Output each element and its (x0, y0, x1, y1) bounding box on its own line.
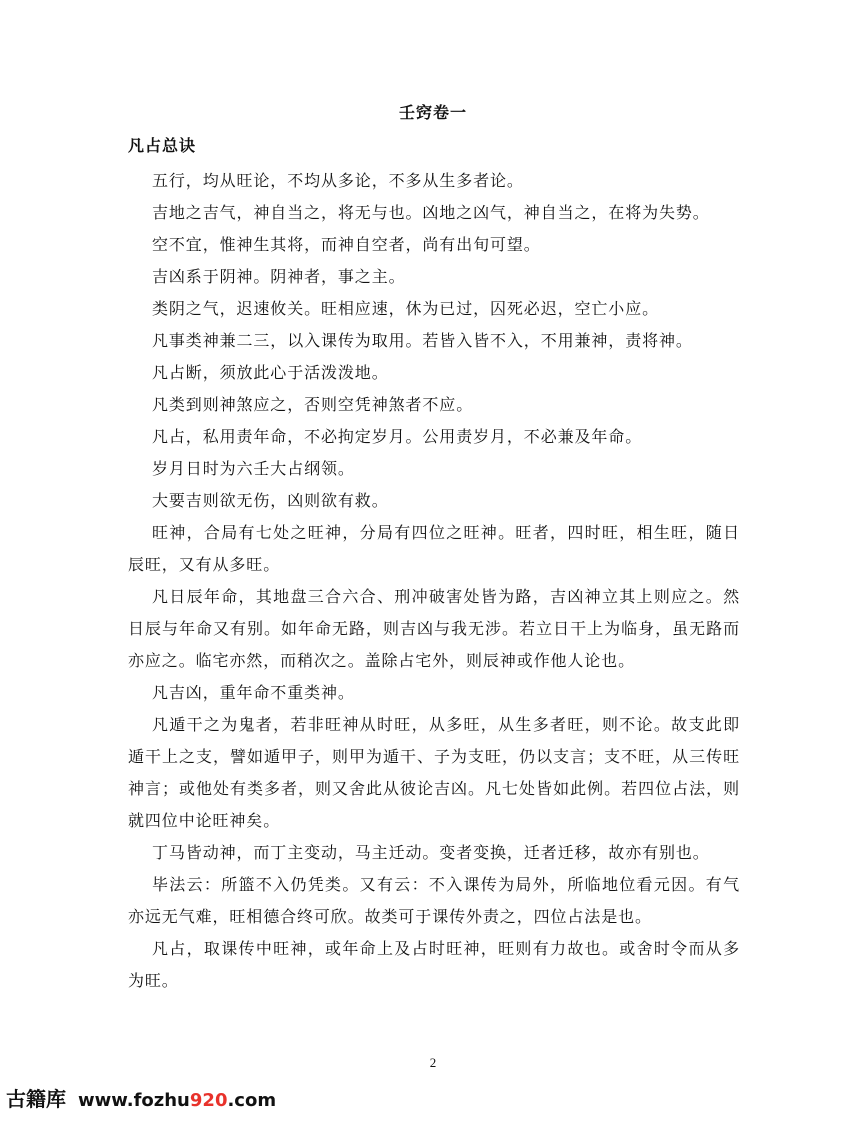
paragraph: 凡事类神兼二三，以入课传为取用。若皆入皆不入，不用兼神，责将神。 (152, 331, 693, 350)
watermark-url (78, 1090, 276, 1111)
paragraph: 毕法云：所篮不入仍凭类。又有云：不入课传为局外，所临地位看元因。有气亦远无气难，旺相德合终可欣。故类可于课传外责之，四位占法是也。 (128, 875, 740, 926)
watermark-logo-text: 古籍库 (6, 1087, 66, 1111)
paragraph: 凡遁干之为鬼者，若非旺神从时旺，从多旺，从生多者旺，则不论。故支此即遁干上之支，譬如遁甲子，则甲为遁干、子为支旺，仍以支言；支不旺，从三传旺神言；或他处有类多者，则又舍此从彼论吉凶。凡七处皆如此例。若四位占法，则就四位中论旺神矣。 (128, 715, 740, 830)
paragraph: 凡占，私用责年命，不必拘定岁月。公用责岁月，不必兼及年命。 (152, 427, 643, 446)
watermark-url-digits: 920 (189, 1090, 228, 1111)
paragraph: 大要吉则欲无伤，凶则欲有救。 (152, 491, 389, 510)
paragraph: 吉地之吉气，神自当之，将无与也。凶地之凶气，神自当之，在将为失势。 (152, 203, 710, 222)
paragraph: 凡日辰年命，其地盘三合六合、刑冲破害处皆为路，吉凶神立其上则应之。然日辰与年命又有别。如年命无路，则吉凶与我无涉。若立日干上为临身，虽无路而亦应之。临宅亦然，而稍次之。盖除占宅外，则辰神或作他人论也。 (128, 587, 740, 670)
watermark-url-suffix: .com (227, 1090, 277, 1111)
paragraph: 岁月日时为六壬大占纲领。 (152, 459, 355, 478)
watermark (6, 1083, 276, 1119)
section-title: 凡占总诀 (128, 136, 197, 155)
document-title: 壬窍卷一 (398, 103, 467, 122)
watermark-url-prefix: www.fozhu (78, 1090, 190, 1111)
paragraph: 凡类到则神煞应之，否则空凭神煞者不应。 (152, 395, 474, 414)
paragraph: 凡占断，须放此心于活泼泼地。 (152, 363, 389, 382)
paragraph: 类阴之气，迟速攸关。旺相应速，休为已过，囚死必迟，空亡小应。 (152, 299, 660, 318)
paragraph: 凡占，取课传中旺神，或年命上及占时旺神，旺则有力故也。或舍时令而从多为旺。 (128, 939, 740, 990)
paragraph: 丁马皆动神，而丁主变动，马主迁动。变者变换，迁者迁移，故亦有别也。 (152, 843, 710, 862)
paragraph: 吉凶系于阴神。阴神者，事之主。 (152, 267, 406, 286)
body-text (128, 165, 740, 997)
paragraph: 五行，均从旺论，不均从多论，不多从生多者论。 (152, 171, 524, 190)
paragraph: 旺神，合局有七处之旺神，分局有四位之旺神。旺者，四时旺，相生旺，随日辰旺，又有从多旺。 (128, 523, 740, 574)
page-number: 2 (429, 1055, 437, 1070)
paragraph: 凡吉凶，重年命不重类神。 (152, 683, 355, 702)
paragraph: 空不宜，惟神生其将，而神自空者，尚有出旬可望。 (152, 235, 541, 254)
